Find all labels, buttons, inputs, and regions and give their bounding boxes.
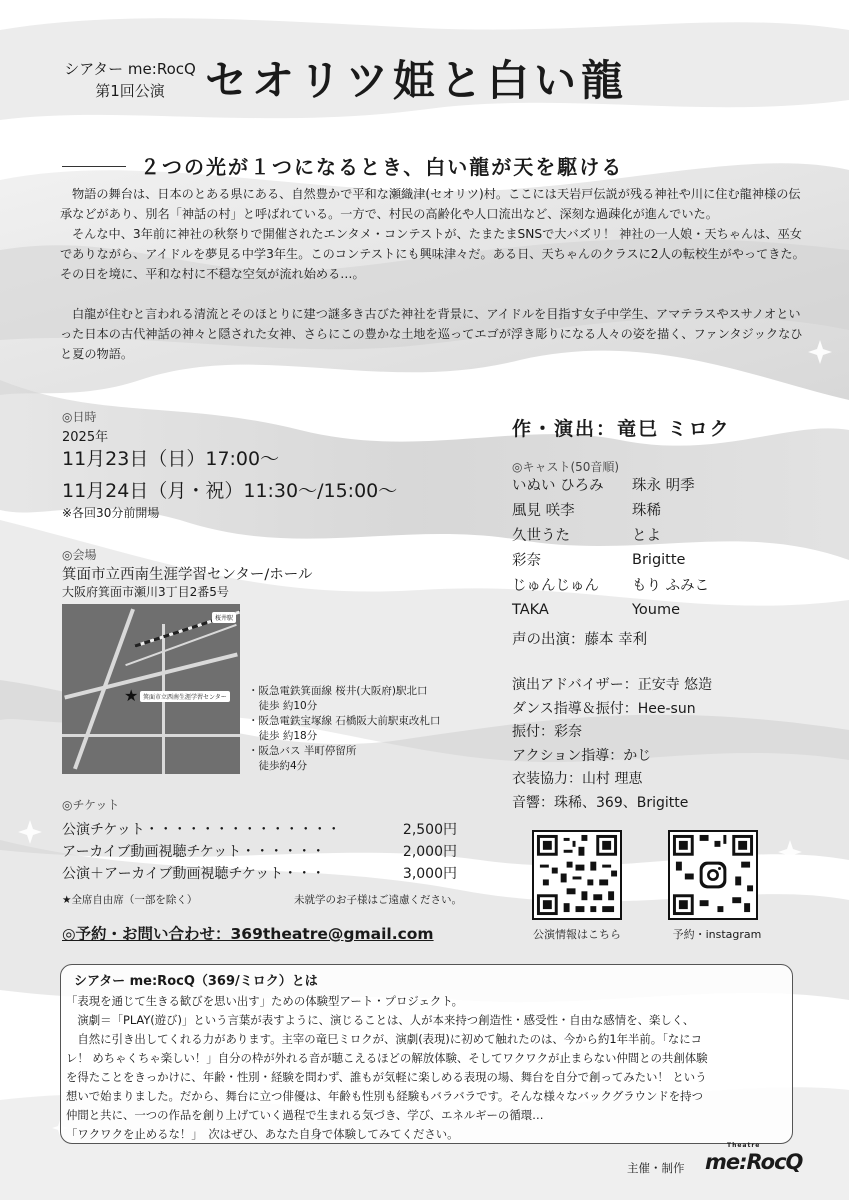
- ticket-row: [62, 840, 457, 862]
- cast-member: 久世うた: [512, 528, 570, 544]
- access-info: [248, 684, 440, 774]
- about-line: 「ワクワクを止めるな！」 次はぜひ、あなた自身で体験してみてください。: [66, 1127, 459, 1141]
- ticket-notes: [62, 892, 462, 907]
- cast-list: [512, 472, 752, 622]
- venue-name: 箕面市立西南生涯学習センター/ホール: [62, 567, 313, 583]
- about-text: [66, 992, 788, 1144]
- org-name: シアター me:RocQ: [64, 60, 196, 78]
- cast-row: [512, 572, 752, 597]
- cast-member: とよ: [632, 528, 661, 544]
- story-paragraph: 物語の舞台は、日本のとある県にある、自然豊かで平和な瀬織津(セオリツ)村。ここには天岩戸伝説が残る神社や川に住む龍神様の伝承などがあり、別名「神話の村」と呼ばれている。一方で、村民の高齢化や人口流出など、深刻な過疎化が進んでいた。: [60, 187, 801, 221]
- schedule-date-1: 11月23日（日）17:00〜: [62, 448, 280, 470]
- qr-caption-performance-info: 公演情報はこちら: [533, 928, 621, 941]
- ticket-row: [62, 862, 457, 884]
- age-note: 未就学のお子様はご遠慮ください。: [294, 894, 462, 906]
- story-paragraph: 白龍が住むと言われる清流とそのほとりに建つ謎多き古びた神社を背景に、アイドルを目指す女子中学生、アマテラスやスサノオといった日本の古代神話の神々と隠された女神、さらにこの豊かな土地を巡ってエゴが浮き彫りになる人々の姿を描く、ファンタジックなひと夏の物語。: [60, 307, 803, 361]
- access-line: 徒歩 約18分: [248, 730, 318, 742]
- sponsor-label: 主催・制作: [627, 1161, 685, 1175]
- venue-map: [62, 604, 240, 774]
- ticket-list: [62, 818, 457, 884]
- about-line: 「表現を通じて生きる歓びを思い出す」ための体験型アート・プロジェクト。: [66, 994, 464, 1008]
- cast-member: もり ふみこ: [632, 578, 710, 594]
- qr-code-instagram[interactable]: [668, 830, 758, 920]
- ticket-label: ◎チケット: [62, 798, 120, 812]
- access-line: ・阪急電鉄宝塚線 石橋阪大前駅東改札口: [248, 715, 441, 727]
- cast-row: [512, 597, 752, 622]
- schedule-date-2: 11月24日（月・祝）11:30〜/15:00〜: [62, 480, 398, 502]
- ticket-row: [62, 818, 457, 840]
- access-line: 徒歩 約10分: [248, 700, 318, 712]
- cast-member: じゅんじゅん: [512, 578, 599, 594]
- about-line: レ！ めちゃくちゃ楽しい！」自分の枠が外れる音が聴こえるほどの解放体験、そしてワクワクが止まらない仲間との共創体験: [66, 1051, 708, 1065]
- play-title: セオリツ姫と白い龍: [205, 56, 629, 105]
- schedule-label: ◎日時: [62, 410, 97, 424]
- cast-member: 珠稀: [632, 503, 661, 519]
- venue-label: ◎会場: [62, 548, 97, 562]
- access-line: ・阪急電鉄箕面線 桜井(大阪府)駅北口: [248, 685, 428, 697]
- staff-list: [512, 674, 712, 815]
- cast-member: Youme: [632, 601, 681, 618]
- staff-credit: アクション指導：かじ: [512, 747, 652, 764]
- cast-member: 風見 咲李: [512, 503, 575, 519]
- ticket-name: 公演チケット・・・・・・・・・・・・・・: [62, 822, 341, 838]
- staff-credit: 振付：彩奈: [512, 724, 582, 740]
- access-line: 徒歩約4分: [248, 760, 308, 772]
- about-line: 自然に引き出してくれる力があります。主宰の竜巳ミロクが、演劇(表現)に初めて触れたのは、今から約1年半前。「なにコ: [66, 1032, 703, 1046]
- voice-credit: 声の出演：藤本 幸利: [512, 632, 648, 648]
- qr-caption-instagram: 予約・instagram: [672, 928, 762, 941]
- staff-credit: 衣装協力：山村 理恵: [512, 771, 643, 787]
- contact-email-link[interactable]: ◎予約・お問い合わせ：369theatre@gmail.com: [62, 925, 434, 943]
- cast-member: TAKA: [512, 601, 549, 618]
- cast-member: いぬい ひろみ: [512, 478, 604, 494]
- about-title: シアター me:RocQ（369/ミロク）とは: [74, 974, 318, 989]
- org-heading: [40, 58, 220, 102]
- cast-row: [512, 472, 752, 497]
- ticket-price: 3,000円: [402, 866, 457, 882]
- cast-row: [512, 522, 752, 547]
- about-line: を得たことをきっかけに、年齢・性別・経験を問わず、誰もが気軽に楽しめる表現の場、舞台を自分で創ってみたい！ という: [66, 1070, 707, 1084]
- ticket-price: 2,500円: [402, 822, 457, 838]
- venue-address: 大阪府箕面市瀬川3丁目2番5号: [62, 585, 229, 599]
- tagline: ２つの光が１つになるとき、白い龍が天を駆ける: [140, 155, 624, 179]
- director-credit: 作・演出：竜巳 ミロク: [512, 418, 731, 440]
- cast-row: [512, 547, 752, 572]
- schedule-year: 2025年: [62, 430, 109, 445]
- map-venue-label: 箕面市立西南生涯学習センター: [140, 691, 230, 702]
- cast-member: 彩奈: [512, 553, 541, 569]
- ticket-name: アーカイブ動画視聴チケット・・・・・・: [62, 844, 326, 860]
- about-line: 演劇＝「PLAY(遊び)」という言葉が表すように、演じることは、人が本来持つ創造性・感受性・自由な感情を、楽しく、: [66, 1013, 695, 1027]
- seating-note: ★全席自由席（一部を除く）: [62, 894, 198, 906]
- about-line: 想いで始まりました。だから、舞台に立つ俳優は、年齢も性別も経験もバラバラです。そんな様々なバックグラウンドを持つ: [66, 1089, 703, 1103]
- cast-label: ◎キャスト(50音順): [512, 460, 620, 474]
- cast-member: 珠永 明季: [632, 478, 695, 494]
- cast-row: [512, 497, 752, 522]
- staff-credit: 音響：珠稀、369、Brigitte: [512, 794, 689, 811]
- ticket-price: 2,000円: [402, 844, 457, 860]
- logo-small-text: Theatre: [727, 1142, 761, 1149]
- staff-credit: 演出アドバイザー：正安寺 悠造: [512, 677, 713, 693]
- ticket-name: 公演＋アーカイブ動画視聴チケット・・・: [62, 866, 326, 882]
- qr-code-performance-info[interactable]: [532, 830, 622, 920]
- map-marker-icon: ★: [124, 686, 139, 705]
- about-line: 仲間と共に、一つの作品を創り上げていく過程で生まれる気づき、学び、エネルギーの循環…: [66, 1108, 544, 1122]
- access-line: ・阪急バス 半町停留所: [248, 745, 357, 757]
- map-station-label: 桜井駅: [212, 612, 236, 623]
- organizer-logo: [705, 1142, 803, 1174]
- staff-credit: ダンス指導＆振付：Hee-sun: [512, 700, 696, 717]
- tagline-rule: [62, 166, 126, 167]
- performance-number: 第1回公演: [95, 82, 165, 100]
- logo-text: me:RocQ: [705, 1150, 803, 1174]
- story-paragraph: そんな中、3年前に神社の秋祭りで開催されたエンタメ・コンテストが、たまたまSNSで大バズリ！ 神社の一人娘・天ちゃんは、巫女でありながら、アイドルを夢見る中学3年生。このコンテストにも興味津々だ。ある日、天ちゃんのクラスに2人の転校生がやってきた。その日を境に、平和な村に不穏な空気が流れ始める…。: [60, 227, 805, 281]
- doors-open-note: ※各回30分前開場: [62, 506, 160, 520]
- cast-member: Brigitte: [632, 551, 686, 568]
- story-synopsis: [60, 184, 805, 364]
